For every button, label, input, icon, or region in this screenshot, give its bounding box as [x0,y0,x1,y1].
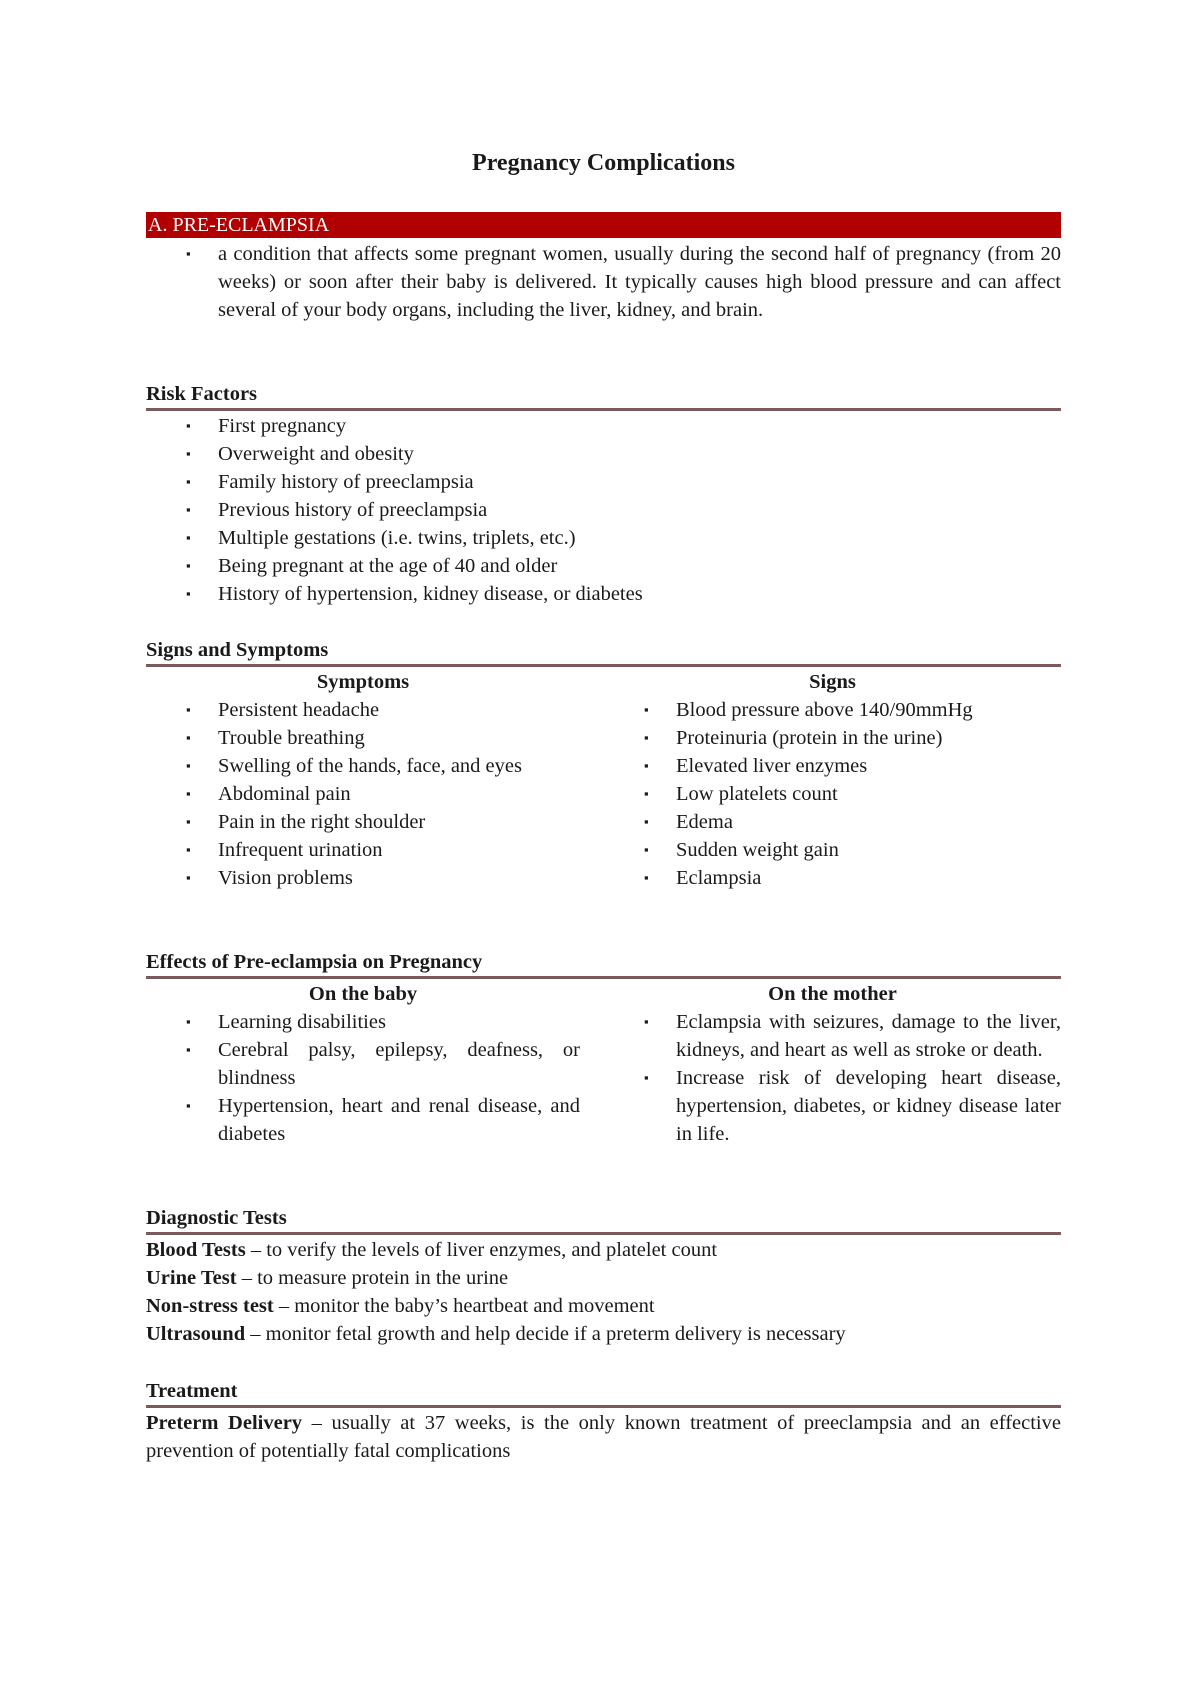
list-item-text: Learning disabilities [218,1011,386,1033]
diagnostic-item [146,1236,1061,1264]
signs-column [604,668,1061,892]
bullet-icon: ▪ [186,758,191,773]
effects-baby-heading: On the baby [308,983,418,1005]
bullet-icon: ▪ [186,1014,191,1029]
definition-text: a condition that affects some pregnant women, usually during the second half of pregnancy (from 20 weeks) or soon after their baby is delivered. It typically causes high blood pressure and can affect several of your body organs, including the liver, kidney, and brain. [218,243,1061,321]
list-item [146,1092,580,1148]
list-item-text: First pregnancy [218,415,347,437]
treatment-desc: – usually at 37 weeks, is the only known treatment of preeclampsia and an effective prevention of potentially fatal complications [146,1412,1061,1462]
bullet-icon: ▪ [186,502,191,517]
list-item [604,1008,1061,1064]
effects-mother-heading: On the mother [768,983,897,1005]
effects-heading-text: Effects of Pre-eclampsia on Pregnancy [146,951,483,973]
list-item [146,808,580,836]
list-item [146,1008,580,1036]
diagnostic-term: Urine Test [146,1267,237,1289]
list-item-text: Family history of preeclampsia [218,471,474,493]
list-item [604,724,1061,752]
list-item-text: Being pregnant at the age of 40 and older [218,555,558,577]
list-item-text: Sudden weight gain [676,839,839,861]
list-item [604,836,1061,864]
bullet-icon: ▪ [644,1070,649,1085]
bullet-icon: ▪ [644,758,649,773]
list-item [146,780,580,808]
bullet-icon: ▪ [186,814,191,829]
list-item [604,1064,1061,1148]
list-item [604,696,1061,724]
list-item-text: Swelling of the hands, face, and eyes [218,755,522,777]
list-item-text: Increase risk of developing heart disease, hypertension, diabetes, or kidney disease later in life. [676,1067,1061,1145]
treatment-paragraph [146,1409,1061,1465]
symptoms-column [146,668,580,892]
bullet-icon: ▪ [186,1042,191,1057]
list-item [146,580,1061,608]
list-item-text: Low platelets count [676,783,838,805]
bullet-icon: ▪ [186,418,191,433]
definition-item [146,240,1061,324]
list-item-text: Infrequent urination [218,839,383,861]
list-item [146,552,1061,580]
diagnostic-desc: – to measure protein in the urine [236,1267,509,1289]
bullet-icon: ▪ [186,870,191,885]
list-item-text: Vision problems [218,867,353,889]
diagnostic-item [146,1264,1061,1292]
definition-block [146,240,1061,324]
diagnostic-term: Blood Tests [146,1239,246,1261]
list-item [604,752,1061,780]
bullet-icon: ▪ [644,870,649,885]
treatment-heading-text: Treatment [146,1380,238,1402]
bullet-icon: ▪ [644,842,649,857]
bullet-icon: ▪ [186,730,191,745]
list-item [146,496,1061,524]
bullet-icon: ▪ [644,730,649,745]
list-item [604,808,1061,836]
risk-factors-heading-text: Risk Factors [146,383,258,405]
diagnostic-desc: – to verify the levels of liver enzymes, and platelet count [245,1239,718,1261]
diagnostic-heading [146,1204,1061,1235]
list-item-text: Trouble breathing [218,727,365,749]
list-item [146,440,1061,468]
bullet-icon: ▪ [186,842,191,857]
symptoms-column-heading: Symptoms [316,671,410,693]
list-item-text: Elevated liver enzymes [676,755,868,777]
list-item [146,468,1061,496]
list-item-text: Cerebral palsy, epilepsy, deafness, or blindness [218,1039,580,1089]
bullet-icon: ▪ [186,246,191,261]
bullet-icon: ▪ [644,702,649,717]
bullet-icon: ▪ [644,786,649,801]
list-item [146,412,1061,440]
effects-heading [146,948,1061,979]
bullet-icon: ▪ [186,702,191,717]
bullet-icon: ▪ [186,558,191,573]
bullet-icon: ▪ [644,1014,649,1029]
diagnostic-item [146,1292,1061,1320]
risk-factors-heading [146,380,1061,411]
diagnostic-list [146,1236,1061,1348]
effects-mother-column [604,980,1061,1148]
section-a-banner [146,212,1061,238]
diagnostic-item [146,1320,1061,1348]
diagnostic-desc: – monitor fetal growth and help decide if a preterm delivery is necessary [245,1323,846,1345]
signs-symptoms-heading [146,636,1061,667]
bullet-icon: ▪ [186,1098,191,1113]
list-item-text: Overweight and obesity [218,443,414,465]
bullet-icon: ▪ [186,586,191,601]
list-item-text: Abdominal pain [218,783,351,805]
bullet-icon: ▪ [644,814,649,829]
list-item-text: Edema [676,811,733,833]
list-item [146,1036,580,1092]
signs-symptoms-heading-text: Signs and Symptoms [146,639,329,661]
list-item-text: Eclampsia with seizures, damage to the liver, kidneys, and heart as well as stroke or death. [676,1011,1061,1061]
page-title: Pregnancy Complications [472,150,735,176]
diagnostic-heading-text: Diagnostic Tests [146,1207,287,1229]
list-item-text: Persistent headache [218,699,380,721]
list-item [146,864,580,892]
list-item-text: History of hypertension, kidney disease, or diabetes [218,583,643,605]
list-item [604,780,1061,808]
bullet-icon: ▪ [186,530,191,545]
bullet-icon: ▪ [186,786,191,801]
treatment-term: Preterm Delivery [146,1412,303,1434]
treatment-heading [146,1377,1061,1408]
section-a-heading: A. PRE-ECLAMPSIA [148,214,330,236]
bullet-icon: ▪ [186,474,191,489]
list-item [146,524,1061,552]
list-item-text: Previous history of preeclampsia [218,499,488,521]
list-item [146,836,580,864]
diagnostic-term: Non-stress test [146,1295,274,1317]
signs-column-heading: Signs [809,671,856,693]
list-item [146,752,580,780]
list-item-text: Blood pressure above 140/90mmHg [676,699,973,721]
list-item-text: Pain in the right shoulder [218,811,426,833]
list-item [146,696,580,724]
effects-baby-column [146,980,580,1148]
list-item-text: Proteinuria (protein in the urine) [676,727,943,749]
list-item [146,724,580,752]
risk-factors-list [146,412,1061,608]
list-item [604,864,1061,892]
list-item-text: Multiple gestations (i.e. twins, triplets, etc.) [218,527,576,549]
list-item-text: Hypertension, heart and renal disease, and diabetes [218,1095,580,1145]
diagnostic-term: Ultrasound [146,1323,246,1345]
list-item-text: Eclampsia [676,867,762,889]
diagnostic-desc: – monitor the baby’s heartbeat and movement [273,1295,655,1317]
bullet-icon: ▪ [186,446,191,461]
